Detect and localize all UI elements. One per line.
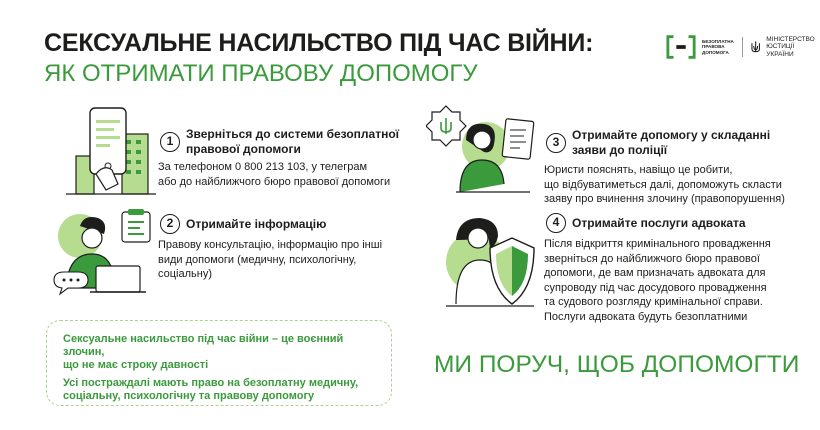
step-3-number: 3 <box>546 133 566 153</box>
step-3-text: Юристи пояснять, навіщо це робити, що відбуватиметься далі, допоможуть скласти заяву про вчинення злочину (правопорушення) <box>544 164 785 205</box>
trident-icon <box>751 40 760 54</box>
slogan: МИ ПОРУЧ, ЩОБ ДОПОМОГТИ <box>434 351 800 378</box>
woman-document-illustration <box>426 100 538 200</box>
step-2-title: Отримайте інформацію <box>186 217 327 231</box>
step-4-text: Після відкриття кримінального провадження зверніться до найближчого бюро правової допомоги, де вам призначать адвоката для супроводу під час досудового провадження та судового розгляду кримінальної справи. Послуги адвоката будуть безоплатними <box>544 238 771 323</box>
phone-buildings-illustration <box>66 104 156 196</box>
step-2-number: 2 <box>160 214 180 234</box>
person-laptop-illustration <box>50 208 158 304</box>
step-3-title: Отримайте допомогу у складанні заяви до поліції <box>572 128 771 157</box>
page-title: СЕКСУАЛЬНЕ НАСИЛЬСТВО ПІД ЧАС ВІЙНИ: <box>44 29 594 57</box>
page-subtitle: ЯК ОТРИМАТИ ПРАВОВУ ДОПОМОГУ <box>44 60 478 87</box>
legal-aid-logo-icon <box>666 34 696 60</box>
step-1-title: Зверніться до системи безоплатної правової допомоги <box>186 127 400 156</box>
note-line-2: що не має строку давності <box>63 359 209 371</box>
logo <box>666 34 820 60</box>
logo-ministry-text: МІНІСТЕРСТВО ЮСТИЦІЇ УКРАЇНИ <box>766 35 815 58</box>
logo-divider <box>742 37 743 57</box>
woman-shield-illustration <box>436 210 536 312</box>
note-line-4: соціальну, психологічну та правову допомогу <box>63 390 315 402</box>
step-2-text: Правову консультацію, інформацію про інші види допомоги (медичну, психологічну, соціальну) <box>158 239 383 280</box>
war-crime-note-box <box>46 320 392 406</box>
step-4-title: Отримайте послуги адвоката <box>572 216 746 230</box>
note-line-1: Сексуальне насильство під час війни – це воєнний злочин, <box>63 333 344 358</box>
logo-legal-aid-text: БЕЗОПЛАТНА ПРАВОВА ДОПОМОГА <box>702 39 734 55</box>
step-1-text: За телефоном 0 800 213 103, у телеграм або до найближчого бюро правової допомоги <box>158 161 391 188</box>
step-4-number: 4 <box>546 213 566 233</box>
note-line-3: Усі постраждалі мають право на безоплатну медичну, <box>63 377 359 389</box>
step-1-number: 1 <box>160 132 180 152</box>
